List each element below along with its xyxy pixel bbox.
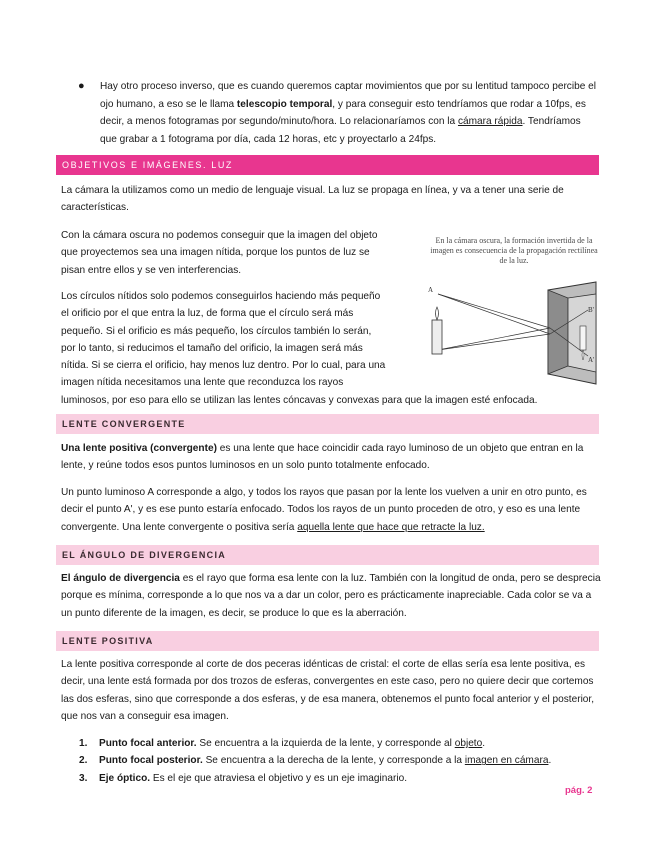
section-heading-lente-positiva: LENTE POSITIVA — [56, 631, 599, 651]
list-item — [61, 770, 601, 787]
text-line: Con la cámara oscura no podemos conseguir que la imagen del objeto — [61, 230, 378, 241]
list-number: 1. — [79, 738, 88, 749]
paragraph-lente-positiva — [61, 440, 601, 475]
candle-icon — [432, 320, 442, 354]
bullet-bold-term: telescopio temporal — [236, 98, 333, 110]
text-line: por lo tanto, si reducimos el tamaño del orificio, la imagen será más — [61, 342, 363, 354]
label-a: A — [428, 286, 434, 294]
camera-box-side — [548, 290, 568, 374]
inverted-flame-icon — [582, 350, 584, 360]
ray-line — [438, 328, 550, 350]
list-text-end: . — [548, 755, 552, 767]
ray-line — [438, 334, 550, 350]
text-line: Los círculos nítidos solo podemos conseguirlos haciendo más pequeño — [61, 291, 381, 302]
text-line: el orificio por el que entra la luz, de forma que el círculo será más — [61, 308, 354, 320]
bold-term: Punto focal posterior. — [99, 755, 203, 767]
bold-term: El ángulo de divergencia — [61, 573, 180, 584]
list-number: 3. — [79, 772, 88, 784]
text-line: pisan entre ellos y se ven interferencias. — [61, 264, 242, 276]
list-item — [61, 752, 601, 769]
bold-term: Eje óptico. — [99, 772, 151, 784]
bullet-dot-icon: ● — [78, 80, 85, 92]
list-number: 2. — [79, 755, 88, 767]
list-text: Se encuentra a la derecha de la lente, y corresponde a la — [202, 755, 465, 767]
camera-obscura-diagram — [428, 280, 600, 386]
list-text-end: . — [482, 738, 486, 749]
paragraph-text: es el rayo que forma esa lente con la luz. También con la longitud de onda, pero se desprecia porque es mínima, corresponde a lo que nos va a dar un color, pero es prácticamente inapreciable. Cada color se va a un punto diferente de la imagen, es decir, se produce lo que es la aberración. — [61, 573, 601, 619]
bold-term: Una lente positiva (convergente) — [61, 443, 217, 454]
figure-caption: En la cámara oscura, la formación invertida de la imagen es consecuencia de la propagación rectilínea de la luz. — [430, 236, 598, 265]
text-line: pequeño. Si el orificio es más pequeño, los círculos también lo serán, — [61, 325, 372, 337]
text-line: que proyectemos sea una imagen nítida, porque los puntos de luz se — [61, 247, 370, 259]
paragraph-text: Un punto luminoso A corresponde a algo, y todos los rayos que pasan por la lente los vuelven a unir en otro punto, es decir el punto A', y es ese punto estaría enfocado. Todos los rayos de un punto proceden de otro, y eso es una lente convergente. Una lente convergente o positiva sería — [61, 487, 587, 533]
bullet-text-3: . Tendríamos que grabar a 1 fotograma por día, cada 12 horas, etc y proyectarlo a 24fps. — [100, 116, 581, 145]
bullet-text-2: , y para conseguir esto tendríamos que rodar a 10fps, es decir, a menos fotogramas por segundo/minuto/hora. Lo relacionaríamos con la — [100, 98, 586, 127]
camera-obscura-figure — [428, 236, 600, 386]
section-heading-angulo-divergencia: EL ÁNGULO DE DIVERGENCIA — [56, 545, 599, 565]
intro-bullet-text — [100, 78, 600, 148]
ray-line — [438, 294, 550, 334]
underlined-term: aquella lente que hace que retracte la luz. — [297, 521, 485, 533]
paragraph-angulo — [61, 570, 601, 622]
label-b-prime: B' — [588, 306, 594, 314]
underlined-term: objeto — [454, 738, 483, 749]
flame-icon — [436, 307, 439, 320]
bold-term: Punto focal anterior. — [99, 738, 197, 749]
text-line: luminosos, por eso para ello se utilizan las lentes cóncavas y convexas para que la imagen esté enfocada. — [61, 394, 538, 406]
paragraph-peceras: La lente positiva corresponde al corte de dos peceras idénticas de cristal: el corte de ellas sería esa lente positiva, es decir, una lente está formada por dos trozos de esferas, convergentes en este caso, pero no quiere decir que cortemos las dos esferas, sino que corresponde a dos esferas, y de esa manera, obtenemos el punto focal anterior y el posterior, que nos van a conseguir esa imagen. — [61, 659, 595, 722]
page-number: pág. 2 — [565, 785, 593, 796]
list-text: Es el eje que atraviesa el objetivo y es un eje imaginario. — [150, 772, 408, 784]
section-heading-lente-convergente: LENTE CONVERGENTE — [56, 414, 599, 434]
paragraph-text: es una lente que hace coincidir cada rayo luminoso de un objeto que entran en la lente, y reúne todos esos puntos luminosos en un solo punto totalmente enfocado. — [61, 443, 584, 472]
underlined-term: imagen en cámara — [464, 755, 549, 767]
list-item — [61, 735, 601, 752]
paragraph-camara-lenguaje: La cámara la utilizamos como un medio de lenguaje visual. La luz se propaga en línea, y va a tener una serie de características. — [61, 185, 564, 214]
section-heading-objetivos: OBJETIVOS E IMÁGENES. LUZ — [56, 155, 599, 175]
focal-points-list — [61, 735, 601, 787]
label-a-prime: A' — [588, 356, 595, 364]
text-line: imagen nítida necesitamos una lente que reconduzca los rayos — [61, 377, 344, 389]
paragraph-camara-oscura — [61, 227, 421, 279]
paragraph-punto-luminoso — [61, 484, 601, 536]
text-line: nítida. Si se cierra el orificio, hay menos luz dentro. Por lo cual, para una — [61, 360, 386, 372]
bullet-text-1: Hay otro proceso inverso, que es cuando queremos captar movimientos que por su lentitud tampoco percibe el ojo humano, a eso se le llama — [100, 81, 596, 110]
list-text: Se encuentra a la izquierda de la lente, y corresponde al — [196, 738, 455, 749]
bullet-underlined-term: cámara rápida — [457, 116, 523, 127]
inverted-candle-icon — [580, 326, 586, 350]
ray-line — [438, 294, 550, 328]
